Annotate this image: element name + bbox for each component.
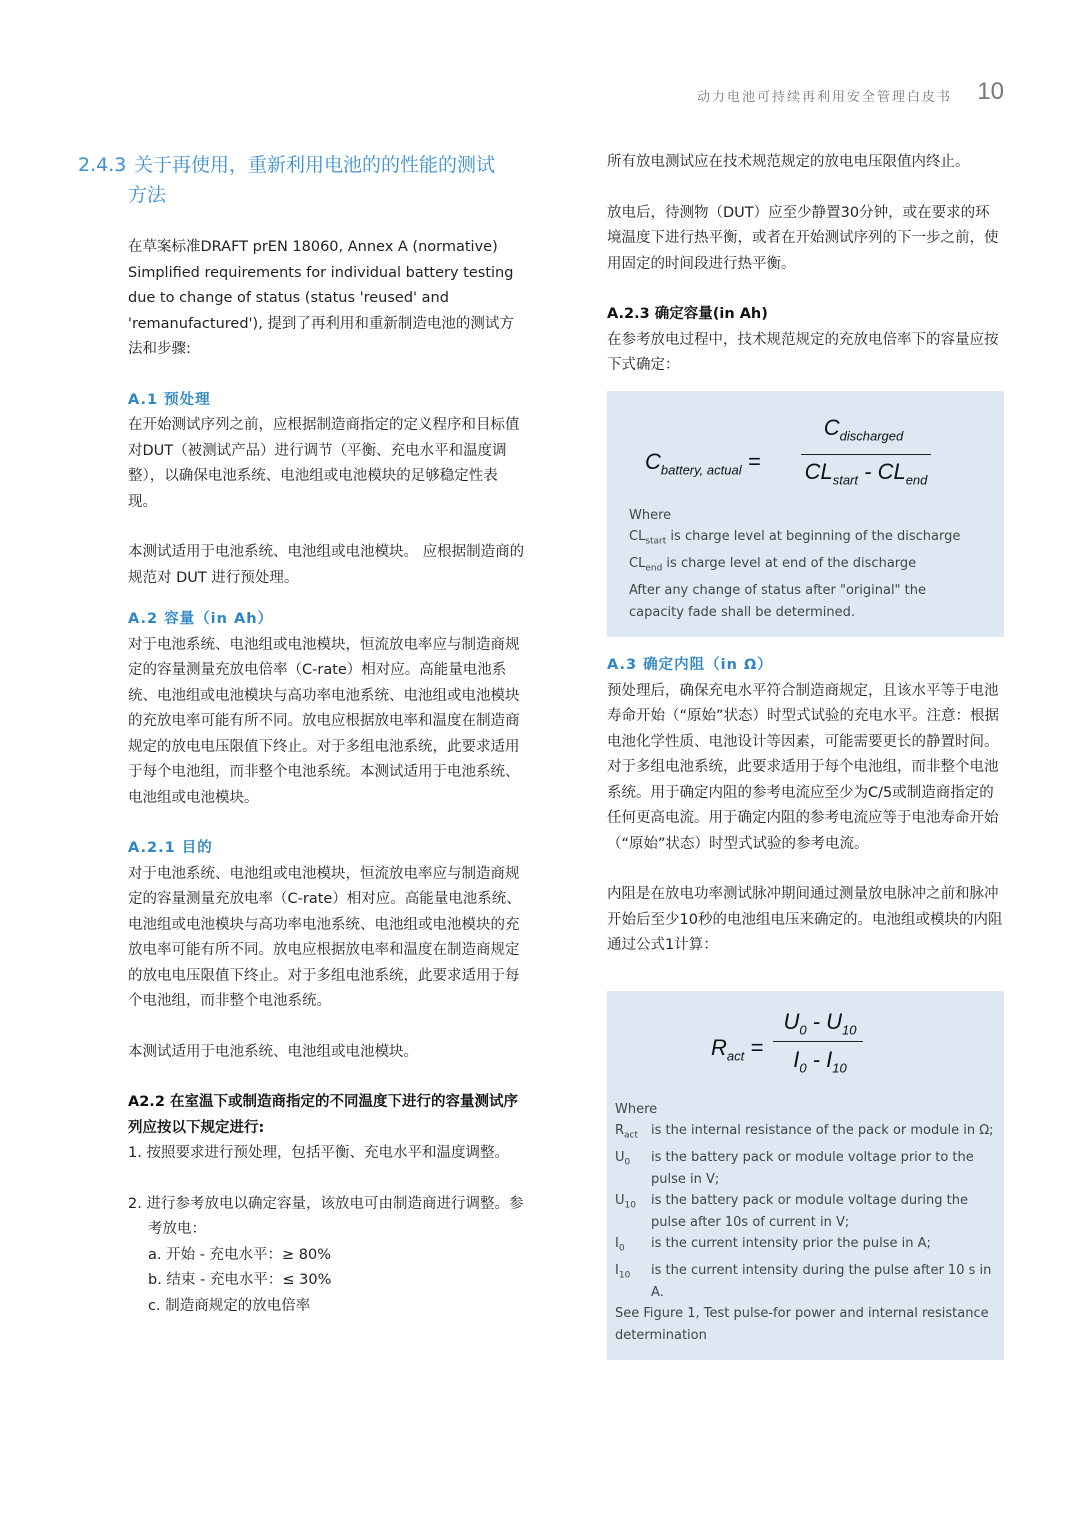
fraction-line — [801, 454, 931, 455]
formula2-num-b: U — [826, 1008, 843, 1034]
formula2-row: $R_{act}$ is the internal resistance of the pack or module in Ω; — [615, 1123, 994, 1141]
formula2-den-a: I — [793, 1046, 800, 1072]
formula2-den-b-sub: 10 — [832, 1060, 847, 1076]
a3-heading: A.3 确定内阻（in Ω） — [607, 657, 773, 674]
formula1-lhs: C — [645, 448, 661, 474]
formula1-den-a-sub: start — [832, 471, 859, 487]
a21-heading: A.2.1 目的 — [128, 840, 213, 856]
formula2-num-a: U — [783, 1008, 800, 1034]
formula2-where: Where — [615, 1101, 658, 1117]
capacity-formula: $C_{battery, actual}$ = $C_{discharged}$ $CL_{start} - CL_{end}$ — [629, 405, 982, 505]
formula1-lhs-sub: battery, actual — [660, 461, 742, 477]
formula2-lhs-sub: act — [726, 1048, 745, 1064]
resistance-formula: $R_{act}$ = $U_0 - U_{10}$ $I_0 - I_{10}$ — [615, 1005, 994, 1099]
a1-heading: A.1 预处理 — [128, 391, 211, 408]
right-paragraph-1: 所有放电测试应在技术规范规定的放电电压限值内终止。 — [607, 154, 970, 170]
page-number: 10 — [977, 78, 1004, 105]
formula2-num-b-sub: 10 — [842, 1022, 857, 1038]
a23-heading: A.2.3 确定容量(in Ah) — [607, 306, 768, 322]
formula2-row: $I_0$ is the current intensity prior the pulse in A; — [615, 1236, 931, 1254]
a1-paragraph-2: 本测试适用于电池系统、电池组或电池模块。 应根据制造商的规范对 DUT 进行预处理。 — [128, 544, 525, 586]
a2-paragraph: 对于电池系统、电池组或电池模块，恒流放电率应与制造商规定的容量测量充放电倍率（C-rate）相对应。高能量电池系统、电池组或电池模块与高功率电池系统、电池组或电池模块的充放电率可能有所不同。放电应根据放电率和温度在制造商规定的放电电压限值下终止。对于多组电池系统，此要求适用于每个电池组，而非整个电池系统。本测试适用于电池系统、电池组或电池模块。 — [128, 636, 520, 806]
a1-paragraph-1: 在开始测试序列之前，应根据制造商指定的定义程序和目标值对DUT（被测试产品）进行调节（平衡、充电水平和温度调整），以确保电池系统、电池组或电池模块的足够稳定性表现。 — [128, 417, 520, 510]
formula1-numerator-sub: discharged — [839, 427, 904, 443]
section-number: 2.4.3 — [78, 154, 127, 176]
sub-item-b: b. 结束 - 充电水平：≤ 30% — [148, 1272, 332, 1288]
formula2-num-a-sub: 0 — [799, 1022, 807, 1038]
formula1-den-b-sub: end — [905, 471, 928, 487]
section-title — [78, 150, 538, 210]
formula1-note-3: After any change of status after "original" the capacity fade shall be determined. — [629, 583, 927, 620]
formula1-note-2: $CL_{end}$ is charge level at end of the discharge — [629, 556, 917, 574]
formula2-lhs: R — [711, 1034, 727, 1060]
formula1-where: Where — [629, 507, 672, 523]
capacity-formula-box — [607, 391, 1004, 638]
intro-paragraph: 在草案标准DRAFT prEN 18060, Annex A (normative) Simplified requirements for individual battery testing due to change of status (status 'reused' and 'remanufactured'), 提到了再利用和重新制造电池的测试方法和步骤: — [128, 239, 514, 357]
a2-heading: A.2 容量（in Ah） — [128, 611, 274, 627]
a22-heading: A2.2 在室温下或制造商指定的不同温度下进行的容量测试序列应按以下规定进行: — [128, 1094, 518, 1136]
a3-paragraph-2: 内阻是在放电功率测试脉冲期间通过测量放电脉冲之前和脉冲开始后至少10秒的电池组电压来确定的。电池组或模块的内阻通过公式1计算： — [607, 886, 1003, 954]
formula1-note-1: $CL_{start}$ is charge level at beginning of the discharge — [629, 529, 961, 547]
sub-item-c: c. 制造商规定的放电倍率 — [148, 1297, 311, 1314]
list-item-1: 1. 按照要求进行预处理，包括平衡、充电水平和温度调整。 — [128, 1145, 509, 1161]
resistance-formula-box — [607, 991, 1004, 1361]
formula2-den-b: I — [826, 1046, 833, 1072]
formula2-row: $U_0$ is the battery pack or module voltage prior to the pulse in V; — [615, 1150, 974, 1187]
sub-item-a: a. 开始 - 充电水平：≥ 80% — [148, 1246, 332, 1263]
formula2-den-a-sub: 0 — [799, 1060, 807, 1076]
left-column — [128, 235, 526, 1319]
right-column — [607, 150, 1004, 1360]
header-title: 动力电池可持续再利用安全管理白皮书 — [696, 90, 952, 105]
formula1-den-b: CL — [877, 458, 906, 484]
formula2-see-figure: See Figure 1, Test pulse-for power and internal resistance determination — [615, 1306, 989, 1343]
section-title-line1: 关于再使用，重新利用电池的的性能的测试 — [134, 154, 496, 176]
formula1-numerator: C — [823, 414, 840, 440]
a3-paragraph-1: 预处理后，确保充电水平符合制造商规定，且该水平等于电池寿命开始（“原始”状态）时型式试验的充电水平。注意：根据电池化学性质、电池设计等因素，可能需要更长的静置时间。对于多组电池系统，此要求适用于每个电池组，而非整个电池系统。用于确定内阻的参考电流应至少为C/5或制造商指定的任何更高电流。用于确定内阻的参考电流应等于电池寿命开始（“原始”状态）时型式试验的参考电流。 — [607, 682, 1000, 852]
a23-paragraph: 在参考放电过程中，技术规范规定的充放电倍率下的容量应按下式确定： — [607, 331, 999, 373]
formula1-den-a: CL — [804, 458, 833, 484]
a21-paragraph-1: 对于电池系统、电池组或电池模块，恒流放电率应与制造商规定的容量测量充放电率（C-rate）相对应。高能量电池系统、电池组或电池模块与高功率电池系统、电池组或电池模块的充放电率可能有所不同。放电应根据放电率和温度在制造商规定的放电电压限值下终止。对于多组电池系统，此要求适用于每个电池组，而非整个电池系统。 — [128, 865, 521, 1009]
fraction-line — [773, 1041, 863, 1042]
a21-paragraph-2: 本测试适用于电池系统、电池组或电池模块。 — [128, 1043, 418, 1060]
formula2-row: $U_{10}$ is the battery pack or module voltage during the pulse after 10s of current in V; — [615, 1193, 968, 1230]
list-item-2: 2. 进行参考放电以确定容量，该放电可由制造商进行调整。参考放电： — [128, 1195, 524, 1237]
right-paragraph-2: 放电后，待测物（DUT）应至少静置30分钟，或在要求的环境温度下进行热平衡，或者在开始测试序列的下一步之前，使用固定的时间段进行热平衡。 — [607, 204, 999, 272]
section-title-line2: 方法 — [128, 184, 167, 206]
formula2-row: $I_{10}$ is the current intensity during the pulse after 10 s in A. — [615, 1263, 992, 1300]
